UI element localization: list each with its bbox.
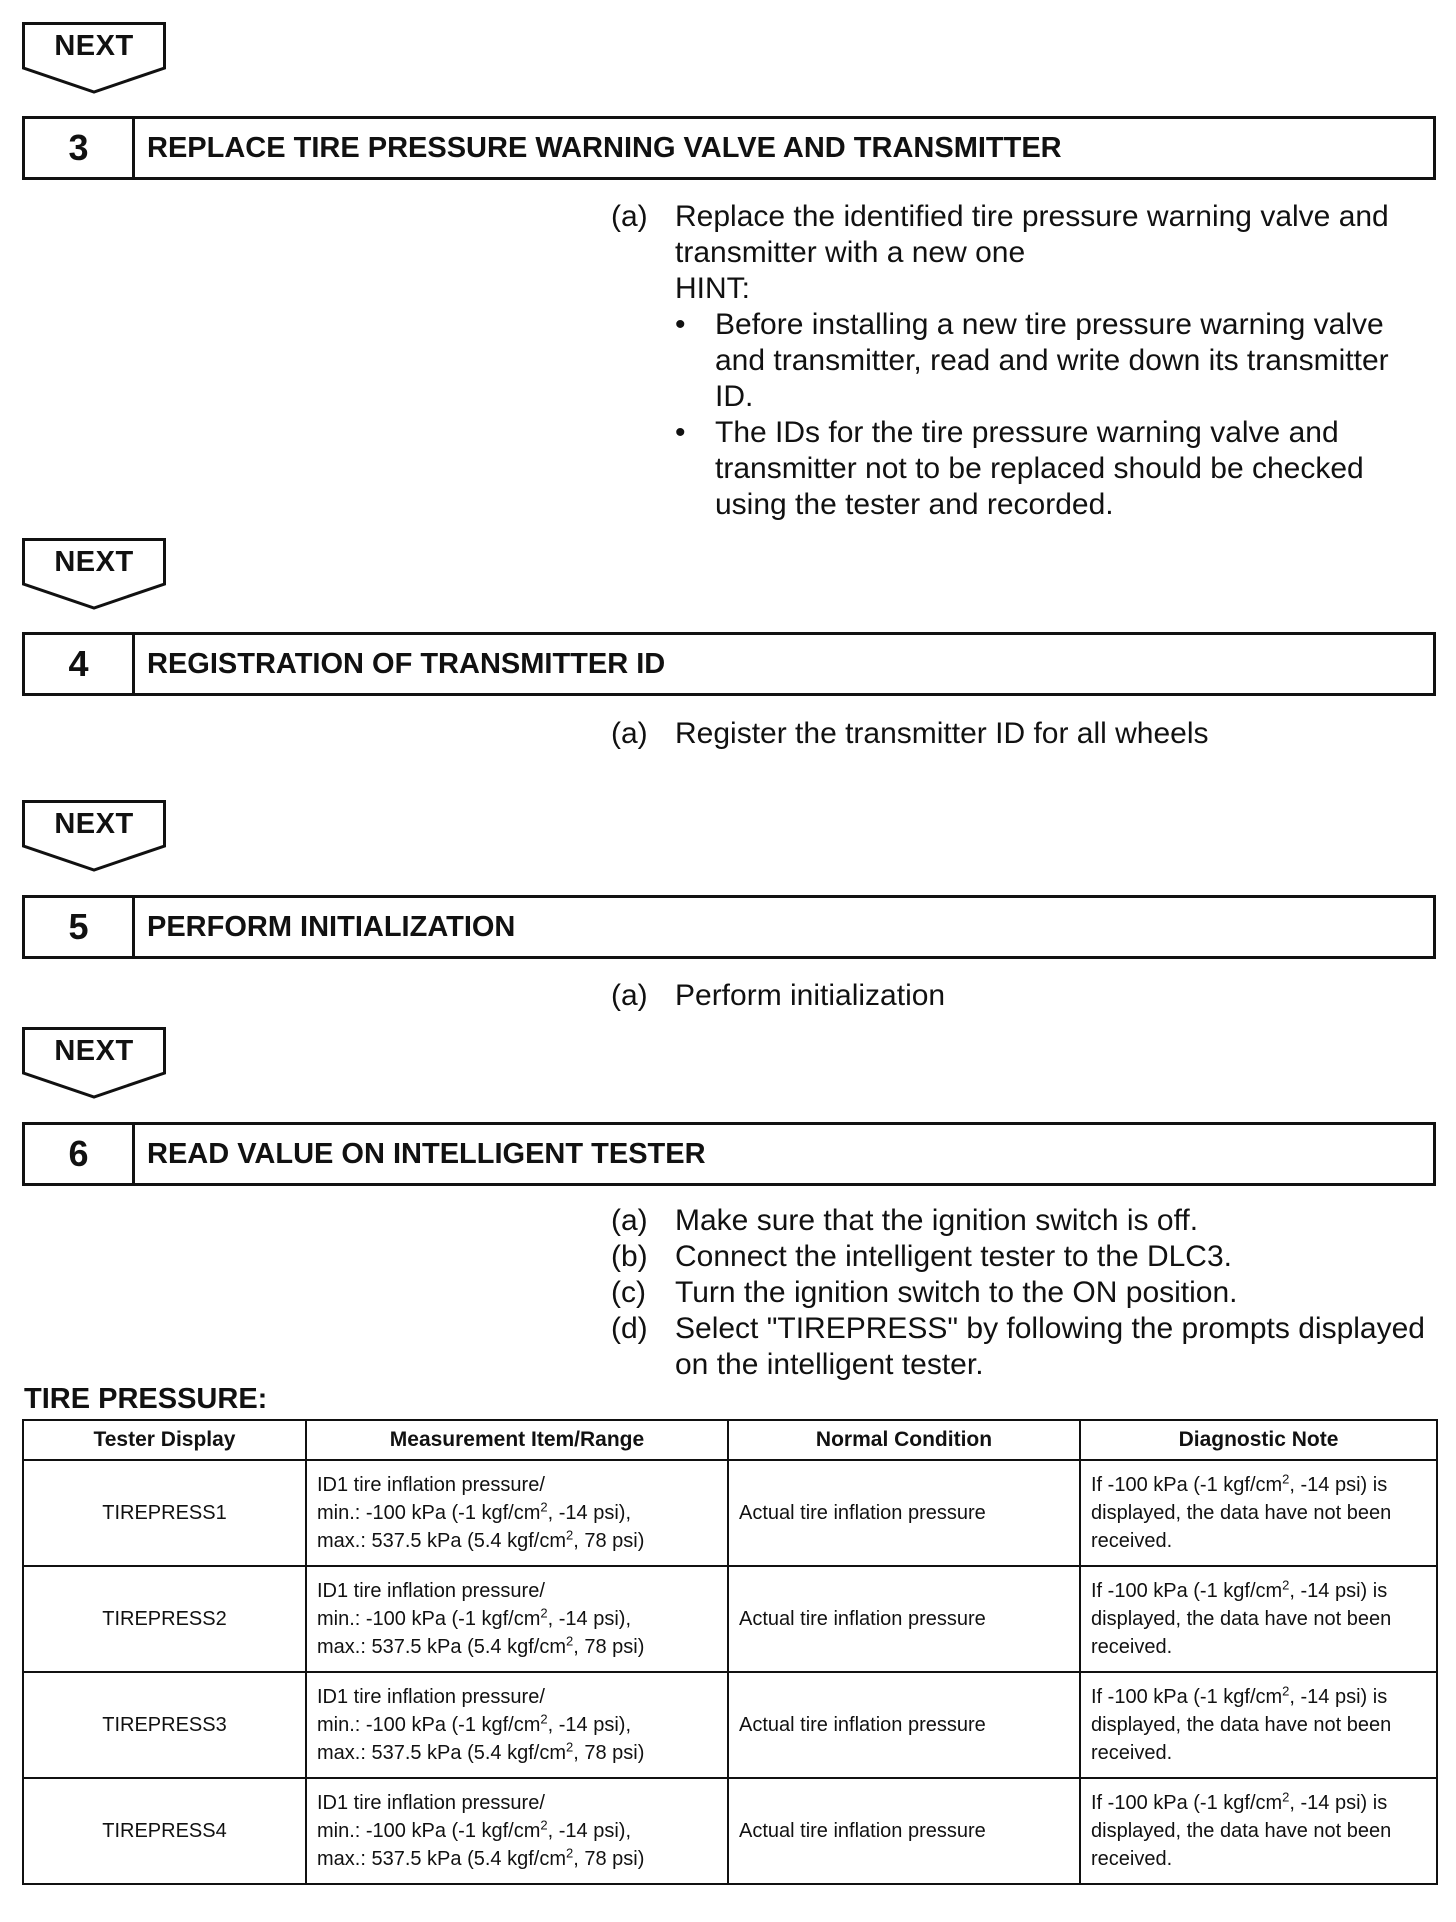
normal-condition-cell: Actual tire inflation pressure: [728, 1672, 1080, 1778]
table-row: [23, 1778, 1437, 1884]
item-key: (a): [611, 1204, 648, 1237]
instruction-line: Turn the ignition switch to the ON position.: [675, 1276, 1238, 1309]
step-number: 6: [25, 1125, 135, 1183]
step-5-instructions: [611, 978, 1431, 1014]
step-title: READ VALUE ON INTELLIGENT TESTER: [147, 1137, 706, 1170]
instruction-line: Replace the identified tire pressure warning valve and: [675, 200, 1389, 233]
table-row: [23, 1672, 1437, 1778]
instruction-line: transmitter with a new one: [675, 236, 1026, 269]
diagnostic-note-cell: If -100 kPa (-1 kgf/$cm^2$, -14 psi) is displayed, the data have not been received.: [1080, 1460, 1437, 1566]
diagnostic-note-cell: If -100 kPa (-1 kgf/$cm^2$, -14 psi) is displayed, the data have not been received.: [1080, 1778, 1437, 1884]
bullet-line: ID.: [715, 380, 754, 413]
instruction-line: Connect the intelligent tester to the DLC3.: [675, 1240, 1232, 1273]
item-key: (b): [611, 1240, 648, 1273]
instruction-line: on the intelligent tester.: [675, 1348, 984, 1381]
step-3-header: [22, 116, 1436, 180]
instruction-line: Make sure that the ignition switch is off.: [675, 1204, 1199, 1237]
step-number: 3: [25, 119, 135, 177]
next-button-2[interactable]: [22, 538, 166, 610]
bullet-line: transmitter not to be replaced should be checked: [715, 452, 1364, 485]
tester-display-cell: TIREPRESS4: [23, 1778, 306, 1884]
next-button-4[interactable]: [22, 1027, 166, 1099]
step-title: REPLACE TIRE PRESSURE WARNING VALVE AND TRANSMITTER: [147, 131, 1062, 164]
diagnostic-note-cell: If -100 kPa (-1 kgf/$cm^2$, -14 psi) is displayed, the data have not been received.: [1080, 1672, 1437, 1778]
bullet-icon: •: [675, 416, 686, 449]
step-number: 4: [25, 635, 135, 693]
bullet-line: and transmitter, read and write down its transmitter: [715, 344, 1389, 377]
hint-bullet: [675, 415, 1431, 523]
diagnostic-note-cell: If -100 kPa (-1 kgf/$cm^2$, -14 psi) is displayed, the data have not been received.: [1080, 1566, 1437, 1672]
table-title: TIRE PRESSURE:: [24, 1383, 268, 1415]
bullet-line: using the tester and recorded.: [715, 488, 1114, 521]
step-6-instructions: [611, 1203, 1431, 1383]
column-header: Diagnostic Note: [1080, 1420, 1437, 1460]
table-row: [23, 1566, 1437, 1672]
measurement-cell: ID1 tire inflation pressure/ min.: -100 kPa (-1 kgf/$cm^2$, -14 psi), max.: 537.5 kPa (5.4 kgf/$cm^2$, 78 psi): [306, 1672, 728, 1778]
column-header: Normal Condition: [728, 1420, 1080, 1460]
hint-bullet: [675, 307, 1431, 415]
instruction-line: Select "TIREPRESS" by following the prompts displayed: [675, 1312, 1425, 1345]
next-button-1[interactable]: [22, 22, 166, 94]
bullet-line: The IDs for the tire pressure warning valve and: [715, 416, 1339, 449]
step-number: 5: [25, 898, 135, 956]
instruction-line: Register the transmitter ID for all wheels: [675, 717, 1209, 750]
next-label: NEXT: [54, 30, 134, 62]
instruction-line: Perform initialization: [675, 979, 946, 1012]
item-key: (a): [611, 979, 648, 1012]
measurement-cell: ID1 tire inflation pressure/ min.: -100 kPa (-1 kgf/$cm^2$, -14 psi), max.: 537.5 kPa (5.4 kgf/$cm^2$, 78 psi): [306, 1778, 728, 1884]
item-key: (a): [611, 717, 648, 750]
next-button-3[interactable]: [22, 800, 166, 872]
normal-condition-cell: Actual tire inflation pressure: [728, 1778, 1080, 1884]
bullet-line: Before installing a new tire pressure warning valve: [715, 308, 1384, 341]
item-key: (a): [611, 200, 648, 233]
column-header: Measurement Item/Range: [306, 1420, 728, 1460]
tester-display-cell: TIREPRESS1: [23, 1460, 306, 1566]
next-label: NEXT: [54, 546, 134, 578]
tire-pressure-table: [22, 1419, 1438, 1885]
hint-label: HINT:: [675, 272, 750, 305]
step-4-instructions: [611, 716, 1431, 752]
table-header-row: [23, 1420, 1437, 1460]
step-3-instructions: [611, 199, 1431, 523]
step-5-header: [22, 895, 1436, 959]
measurement-cell: ID1 tire inflation pressure/ min.: -100 kPa (-1 kgf/$cm^2$, -14 psi), max.: 537.5 kPa (5.4 kgf/$cm^2$, 78 psi): [306, 1566, 728, 1672]
next-label: NEXT: [54, 1035, 134, 1067]
next-label: NEXT: [54, 808, 134, 840]
measurement-cell: ID1 tire inflation pressure/ min.: -100 kPa (-1 kgf/$cm^2$, -14 psi), max.: 537.5 kPa (5.4 kgf/$cm^2$, 78 psi): [306, 1460, 728, 1566]
step-4-header: [22, 632, 1436, 696]
column-header: Tester Display: [23, 1420, 306, 1460]
tester-display-cell: TIREPRESS2: [23, 1566, 306, 1672]
bullet-icon: •: [675, 308, 686, 341]
step-title: PERFORM INITIALIZATION: [147, 910, 516, 943]
item-key: (d): [611, 1312, 648, 1345]
step-title: REGISTRATION OF TRANSMITTER ID: [147, 647, 666, 680]
tester-display-cell: TIREPRESS3: [23, 1672, 306, 1778]
normal-condition-cell: Actual tire inflation pressure: [728, 1460, 1080, 1566]
item-key: (c): [611, 1276, 646, 1309]
table-row: [23, 1460, 1437, 1566]
step-6-header: [22, 1122, 1436, 1186]
normal-condition-cell: Actual tire inflation pressure: [728, 1566, 1080, 1672]
